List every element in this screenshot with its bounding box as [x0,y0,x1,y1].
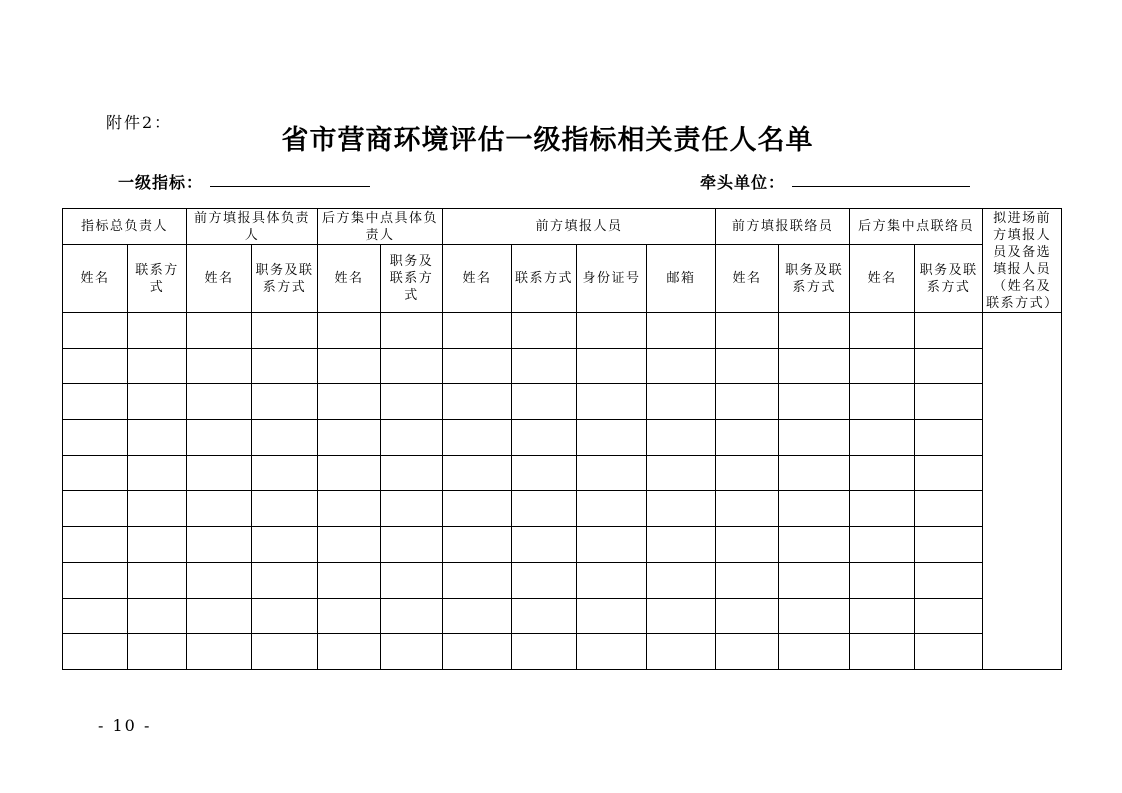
lead-unit-blank-line [792,186,970,187]
table-cell[interactable] [128,420,187,456]
table-cell[interactable] [128,491,187,527]
sub-header: 职务及联系方式 [779,245,850,313]
table-cell[interactable] [128,348,187,384]
table-cell[interactable] [577,598,647,634]
table-cell[interactable] [318,598,381,634]
table-cell[interactable] [187,562,252,598]
table-cell[interactable] [252,562,318,598]
table-cell[interactable] [63,348,128,384]
table-cell[interactable] [779,562,850,598]
table-cell[interactable] [577,313,647,349]
sub-header: 姓名 [850,245,915,313]
table-cell[interactable] [779,348,850,384]
group-header-row [63,209,1062,245]
group-header: 前方填报具体负责人 [187,209,318,245]
table-cell[interactable] [779,384,850,420]
table-cell[interactable] [252,313,318,349]
lead-unit-label: 牵头单位： [700,173,786,192]
table-cell[interactable] [381,420,443,456]
table-cell[interactable] [915,420,983,456]
table-cell[interactable] [577,420,647,456]
table-cell[interactable] [187,598,252,634]
table-cell[interactable] [716,420,779,456]
sub-header: 身份证号 [577,245,647,313]
side-header: 拟进场前方填报人员及备选填报人员（姓名及联系方式） [983,209,1062,313]
responsibility-table [62,208,1062,670]
table-cell[interactable] [716,384,779,420]
table-cell[interactable] [318,634,381,670]
table-cell[interactable] [443,598,512,634]
table-cell[interactable] [850,491,915,527]
table-cell[interactable] [318,420,381,456]
table-cell[interactable] [647,598,716,634]
table-cell[interactable] [779,420,850,456]
table-cell[interactable] [63,598,128,634]
table-cell[interactable] [187,491,252,527]
table-cell[interactable] [915,634,983,670]
indicator-blank-line [210,186,370,187]
table-cell[interactable] [647,420,716,456]
table-cell[interactable] [252,491,318,527]
sub-header: 邮箱 [647,245,716,313]
table-cell[interactable] [187,634,252,670]
sub-header: 职务及联系方式 [915,245,983,313]
table-cell[interactable] [716,491,779,527]
table-cell[interactable] [63,384,128,420]
table-cell[interactable] [252,634,318,670]
table-cell[interactable] [716,562,779,598]
table-cell[interactable] [577,527,647,563]
table-cell[interactable] [443,348,512,384]
page-title: 省市营商环境评估一级指标相关责任人名单 [281,125,814,156]
table-cell[interactable] [381,598,443,634]
table-cell[interactable] [128,384,187,420]
sub-header: 联系方式 [128,245,187,313]
side-column-cell[interactable] [983,313,1062,670]
table-cell[interactable] [647,562,716,598]
table-cell[interactable] [779,634,850,670]
table-cell[interactable] [443,313,512,349]
table-cell[interactable] [577,634,647,670]
table-cell[interactable] [318,384,381,420]
table-cell[interactable] [577,348,647,384]
table-cell[interactable] [779,313,850,349]
table-cell[interactable] [512,348,577,384]
table-cell[interactable] [647,384,716,420]
group-header: 后方集中点具体负责人 [318,209,443,245]
table-cell[interactable] [443,562,512,598]
table-cell[interactable] [63,491,128,527]
table-cell[interactable] [647,634,716,670]
table-cell[interactable] [63,562,128,598]
table-cell[interactable] [577,455,647,491]
table-cell[interactable] [381,527,443,563]
sub-header: 职务及联系方式 [381,245,443,313]
table-row [63,598,1062,634]
table-cell[interactable] [381,634,443,670]
table-cell[interactable] [187,527,252,563]
table-row [63,562,1062,598]
indicator-label: 一级指标： [118,173,204,192]
table-cell[interactable] [512,634,577,670]
table-cell[interactable] [512,562,577,598]
table-cell[interactable] [252,348,318,384]
page-number: - 10 - [98,716,152,735]
table-cell[interactable] [850,348,915,384]
sub-header: 姓名 [187,245,252,313]
table-cell[interactable] [779,527,850,563]
table-cell[interactable] [577,384,647,420]
table-cell[interactable] [381,384,443,420]
table-cell[interactable] [850,384,915,420]
table-cell[interactable] [716,598,779,634]
table-cell[interactable] [850,420,915,456]
table-cell[interactable] [63,313,128,349]
table-cell[interactable] [512,455,577,491]
table-cell[interactable] [716,634,779,670]
table-cell[interactable] [187,313,252,349]
sub-header-row [63,245,1062,313]
table-cell[interactable] [915,348,983,384]
table-cell[interactable] [381,313,443,349]
table-cell[interactable] [63,420,128,456]
table-cell[interactable] [252,598,318,634]
sub-header: 姓名 [716,245,779,313]
table-cell[interactable] [716,455,779,491]
table-cell[interactable] [187,420,252,456]
table-cell[interactable] [512,420,577,456]
table-cell[interactable] [850,527,915,563]
table-cell[interactable] [850,562,915,598]
table-row [63,313,1062,349]
table-cell[interactable] [915,455,983,491]
table-row [63,384,1062,420]
table-cell[interactable] [915,527,983,563]
sub-header: 姓名 [443,245,512,313]
table-row [63,420,1062,456]
table-cell[interactable] [779,491,850,527]
table-cell[interactable] [443,634,512,670]
table-cell[interactable] [252,384,318,420]
attachment-label: 附件2： [106,113,173,132]
table-cell[interactable] [716,527,779,563]
table-cell[interactable] [381,491,443,527]
table-cell[interactable] [850,313,915,349]
table-cell[interactable] [850,455,915,491]
table-cell[interactable] [512,384,577,420]
table-cell[interactable] [647,313,716,349]
group-header: 前方填报人员 [443,209,716,245]
table-cell[interactable] [128,527,187,563]
table-row [63,348,1062,384]
table-cell[interactable] [577,491,647,527]
table-cell[interactable] [443,527,512,563]
table-cell[interactable] [512,313,577,349]
table-cell[interactable] [512,598,577,634]
sub-header: 姓名 [63,245,128,313]
table-cell[interactable] [850,598,915,634]
table-cell[interactable] [850,634,915,670]
sub-header: 联系方式 [512,245,577,313]
table-cell[interactable] [443,491,512,527]
table-cell[interactable] [63,634,128,670]
table-cell[interactable] [915,598,983,634]
table-cell[interactable] [716,348,779,384]
table-cell[interactable] [252,420,318,456]
table-cell[interactable] [716,313,779,349]
table-cell[interactable] [915,491,983,527]
table-cell[interactable] [187,384,252,420]
table-cell[interactable] [647,348,716,384]
table-cell[interactable] [187,348,252,384]
group-header: 后方集中点联络员 [850,209,983,245]
table-row [63,527,1062,563]
group-header: 指标总负责人 [63,209,187,245]
table-cell[interactable] [915,313,983,349]
table-cell[interactable] [443,384,512,420]
table-cell[interactable] [381,455,443,491]
table-cell[interactable] [915,562,983,598]
table-row [63,455,1062,491]
table-cell[interactable] [381,562,443,598]
table-cell[interactable] [63,455,128,491]
table-cell[interactable] [63,527,128,563]
table-cell[interactable] [252,455,318,491]
table-cell[interactable] [915,384,983,420]
table-cell[interactable] [128,634,187,670]
table-cell[interactable] [512,491,577,527]
table-cell[interactable] [128,562,187,598]
table-cell[interactable] [318,527,381,563]
table-cell[interactable] [318,313,381,349]
table-cell[interactable] [128,313,187,349]
table-cell[interactable] [318,455,381,491]
table-row [63,634,1062,670]
table-cell[interactable] [128,455,187,491]
group-header: 前方填报联络员 [716,209,850,245]
table-cell[interactable] [577,562,647,598]
sub-header: 职务及联系方式 [252,245,318,313]
table-cell[interactable] [779,598,850,634]
table-cell[interactable] [647,527,716,563]
table-cell[interactable] [318,562,381,598]
table-cell[interactable] [187,455,252,491]
table-cell[interactable] [443,455,512,491]
table-cell[interactable] [318,491,381,527]
table-row [63,491,1062,527]
table-cell[interactable] [647,455,716,491]
table-cell[interactable] [318,348,381,384]
table-cell[interactable] [252,527,318,563]
table-cell[interactable] [128,598,187,634]
table-cell[interactable] [381,348,443,384]
table-cell[interactable] [779,455,850,491]
table-cell[interactable] [512,527,577,563]
table-cell[interactable] [647,491,716,527]
sub-header: 姓名 [318,245,381,313]
table-cell[interactable] [443,420,512,456]
